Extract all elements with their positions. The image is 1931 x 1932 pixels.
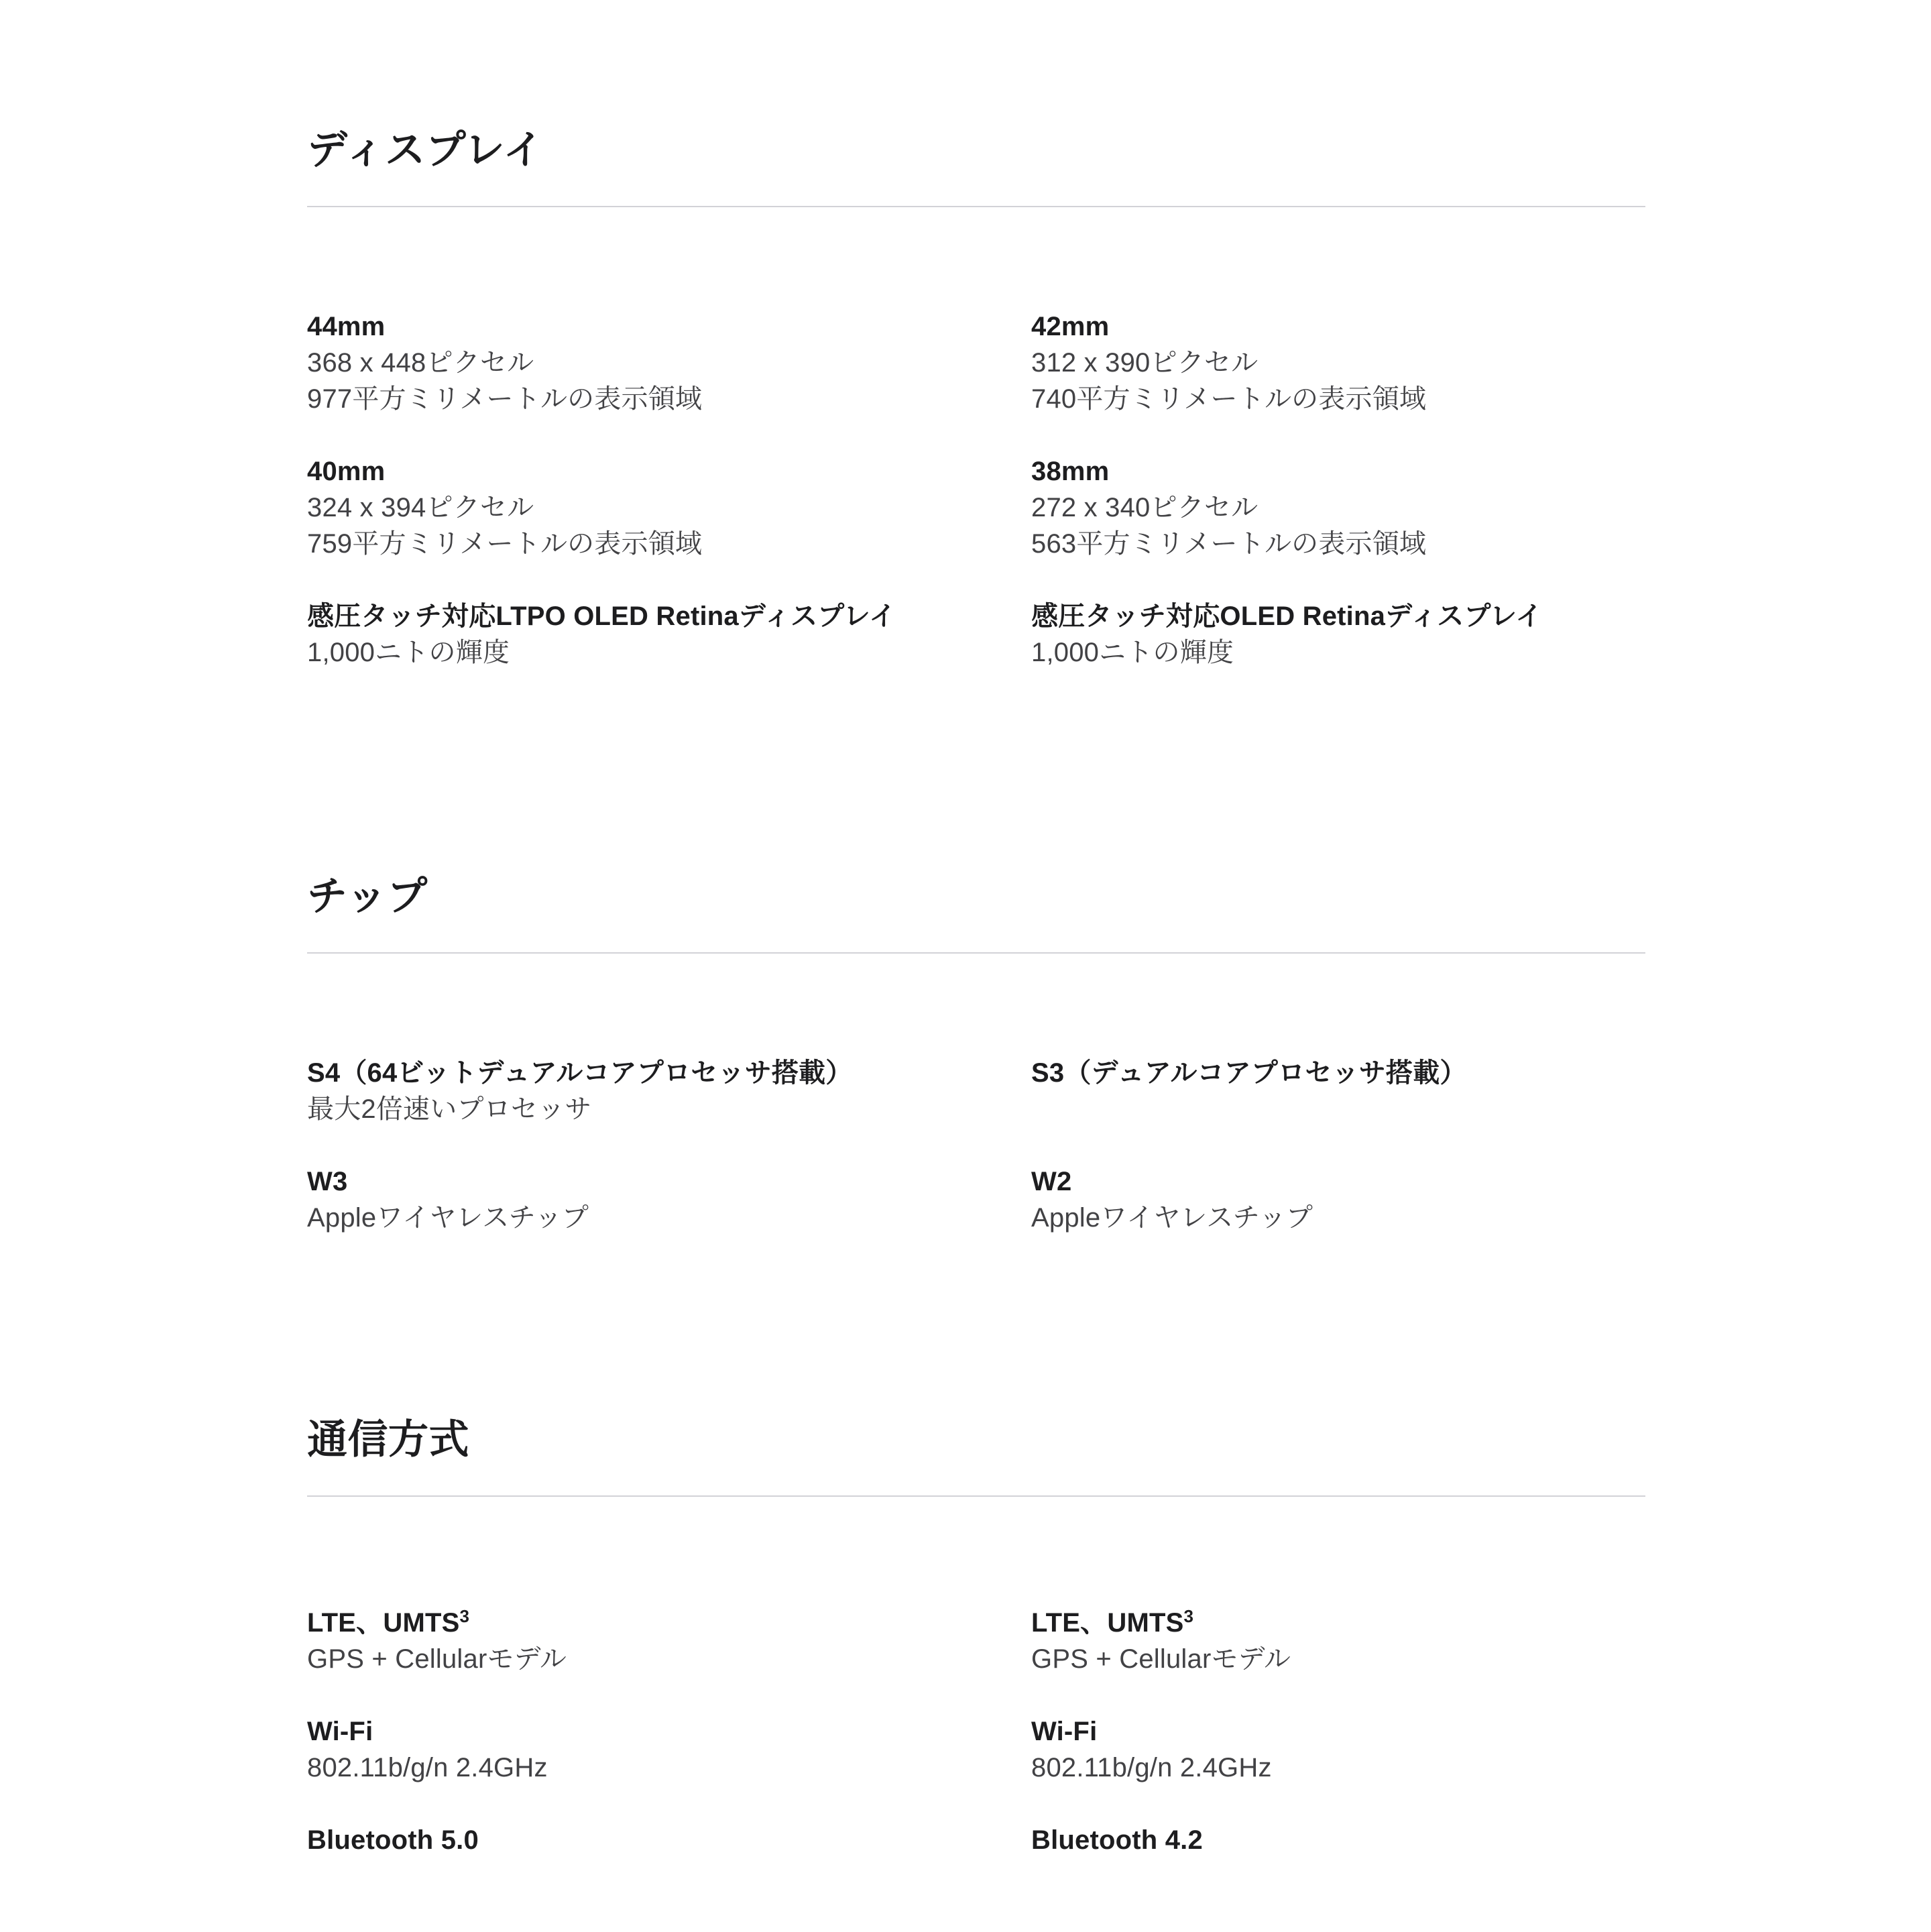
spec-line: 312 x 390ピクセル: [1031, 348, 1259, 378]
spec-line: 977平方ミリメートルの表示領域: [307, 384, 703, 414]
spec-item-38mm: [1031, 453, 1645, 562]
section-heading-chip: チップ: [307, 874, 428, 919]
spec-line: 802.11b/g/n 2.4GHz: [307, 1753, 548, 1782]
spec-title: 44mm: [307, 312, 386, 341]
spec-item-display-type-right: [1031, 598, 1645, 671]
spec-line: 1,000ニトの輝度: [307, 638, 510, 667]
spec-line: Appleワイヤレスチップ: [1031, 1203, 1313, 1233]
spec-line: 802.11b/g/n 2.4GHz: [1031, 1753, 1272, 1782]
column-grid-connectivity: [307, 1598, 1645, 1858]
spec-title: Wi-Fi: [307, 1717, 373, 1746]
spec-item-lte-right: [1031, 1598, 1645, 1677]
spec-title: S3（デュアルコアプロセッサ搭載）: [1031, 1058, 1467, 1088]
spec-item-display-type-left: [307, 598, 1031, 671]
spec-title: [307, 1598, 1031, 1641]
spec-line: GPS + Cellularモデル: [1031, 1644, 1291, 1674]
spec-title-text: LTE、UMTS: [1031, 1608, 1184, 1638]
spec-item-42mm: [1031, 308, 1645, 417]
spec-line: GPS + Cellularモデル: [307, 1644, 567, 1674]
spec-item-s4: [307, 1055, 1031, 1127]
section-heading-connectivity: 通信方式: [307, 1417, 469, 1462]
spec-line: 最大2倍速いプロセッサ: [307, 1094, 592, 1124]
spec-title: 40mm: [307, 457, 386, 486]
spec-line: 272 x 340ピクセル: [1031, 493, 1259, 522]
spec-title: W3: [307, 1167, 348, 1196]
spec-item-bluetooth-right: [1031, 1822, 1645, 1858]
spec-line: 740平方ミリメートルの表示領域: [1031, 384, 1427, 414]
spec-item-wifi-right: [1031, 1713, 1645, 1786]
spec-title-text: LTE、UMTS: [307, 1608, 460, 1638]
section-display: [307, 0, 1931, 671]
spec-line: Appleワイヤレスチップ: [307, 1203, 589, 1233]
spec-item-wifi-left: [307, 1713, 1031, 1786]
spec-title: Bluetooth 5.0: [307, 1825, 479, 1855]
spec-title: 42mm: [1031, 312, 1110, 341]
section-connectivity: [307, 1236, 1931, 1858]
spec-item-s3: [1031, 1055, 1645, 1127]
spec-item-bluetooth-left: [307, 1822, 1031, 1858]
section-divider: [307, 1495, 1645, 1497]
spec-title: [1031, 1598, 1645, 1641]
spec-item-40mm: [307, 453, 1031, 562]
spec-line: 759平方ミリメートルの表示領域: [307, 529, 703, 559]
spec-title: W2: [1031, 1167, 1072, 1196]
spec-line: 1,000ニトの輝度: [1031, 638, 1234, 667]
spec-title: Bluetooth 4.2: [1031, 1825, 1203, 1855]
column-grid-display: [307, 308, 1645, 671]
section-chip: [307, 671, 1931, 1236]
section-divider: [307, 952, 1645, 954]
column-grid-chip: [307, 1055, 1645, 1236]
footnote-superscript: 3: [459, 1606, 470, 1626]
spec-title: S4（64ビットデュアルコアプロセッサ搭載）: [307, 1058, 853, 1088]
spec-line: 368 x 448ピクセル: [307, 348, 534, 378]
footnote-superscript: 3: [1183, 1606, 1194, 1626]
spec-title: 感圧タッチ対応LTPO OLED Retinaディスプレイ: [307, 602, 896, 631]
spec-item-w2: [1031, 1163, 1645, 1236]
spec-line: 563平方ミリメートルの表示領域: [1031, 529, 1427, 559]
spec-title: 38mm: [1031, 457, 1110, 486]
section-heading-display: ディスプレイ: [307, 127, 544, 172]
spec-item-44mm: [307, 308, 1031, 417]
spec-item-lte-left: [307, 1598, 1031, 1677]
spec-line: 324 x 394ピクセル: [307, 493, 534, 522]
section-divider: [307, 206, 1645, 207]
spec-item-w3: [307, 1163, 1031, 1236]
spec-title: Wi-Fi: [1031, 1717, 1098, 1746]
spec-title: 感圧タッチ対応OLED Retinaディスプレイ: [1031, 602, 1543, 631]
